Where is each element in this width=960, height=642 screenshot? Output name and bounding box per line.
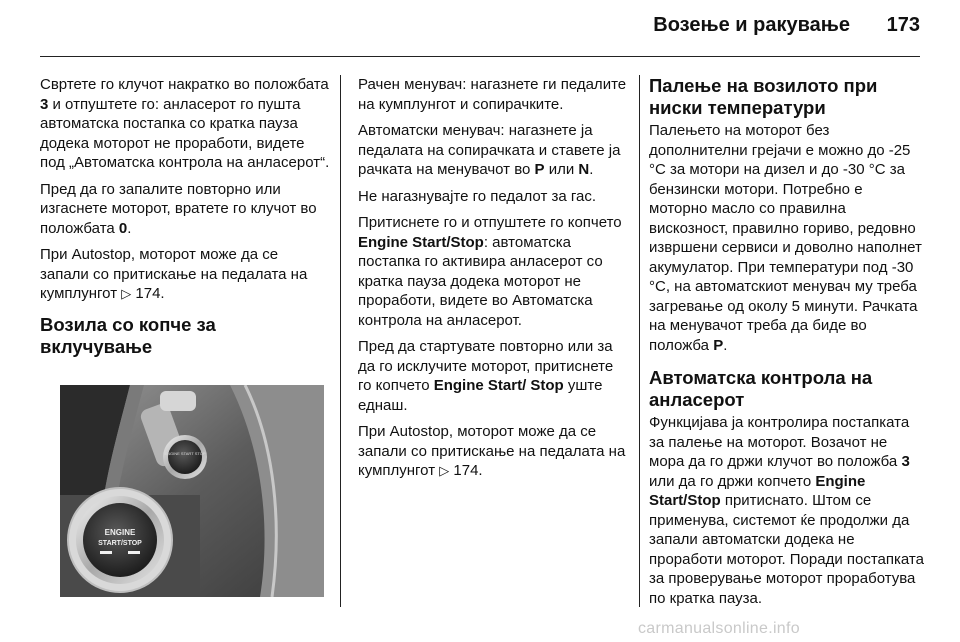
reference-arrow-icon: ▷	[121, 286, 132, 301]
button-name: Engine Start/Stop	[358, 233, 484, 251]
column-2	[358, 75, 630, 488]
paragraph: Рачен менувач: нагазнете ги педалите на кумплунгот и сопирачките.	[358, 76, 627, 113]
button-label-line2: START/STOP	[98, 540, 142, 547]
page-reference[interactable]: 174.	[453, 462, 483, 479]
paragraph: Палењето на моторот без дополнителни грејачи е можно до -25 °C за мотори на дизел и до -30 °C за бензински мотори. Потребно е моторно масло со правилна вискозност, правилно гориво, редовно извршени сервиси и доволно наполнет акумулатор. При температури под -30 °C, на автоматскиот менувач му треба загревање од околу 5 минути. Рачката на менувачот треба да биде во положба P.	[649, 122, 922, 354]
key-position: 0	[118, 219, 128, 237]
small-button-label: ENGINE START STOP	[164, 451, 206, 456]
paragraph: Свртете го клучот накратко во положбата 3 и отпуштете го: анласерот го пушта автоматска постапка со кратка пауза додека моторот не проработи, видете под „Автоматска контрола на анласерот“.	[40, 76, 330, 171]
column-divider-2	[639, 75, 640, 607]
gear-position: N	[578, 161, 590, 178]
indicator-dash	[100, 551, 112, 554]
paragraph: Притиснете го и отпуштете го копчето Engine Start/Stop: автоматска постапка го активира анласерот со кратка пауза додека моторот не проработи, видете во Автоматска контрола на анласерот.	[358, 214, 622, 329]
section-heading: Палење на возилото при ниски температури	[649, 75, 878, 118]
paragraph: Функцијава ја контролира постапката за палење на моторот. Возачот не мора да го држи клучот во положба 3 или да го држи копчето Engine Start/Stop притиснато. Штом се применува, системот ќе продолжи да запали автоматски додека не проработи моторот. Поради постапката за проверување моторот проработува по кратка пауза.	[649, 414, 924, 607]
section-heading: Возила со копче за вклучување	[40, 313, 216, 357]
running-title: Возење и ракување	[653, 14, 850, 36]
start-stop-button-photo	[60, 385, 324, 597]
paragraph: Не нагазнувајте го педалот за гас.	[358, 187, 597, 205]
paragraph: Пред да го запалите повторно или изгаснете моторот, вратете го клучот во положбата 0.	[40, 180, 317, 237]
gear-position: P	[534, 161, 545, 178]
paragraph: Пред да стартувате повторно или за да го исклучите моторот, притиснете го копчето Engine Start/ Stop уште еднаш.	[358, 338, 614, 414]
button-name: Engine Start/ Stop	[433, 377, 564, 394]
gear-position: P	[713, 336, 724, 354]
column-3	[649, 75, 924, 615]
section-heading: Автоматска контрола на анласерот	[649, 367, 873, 410]
paragraph: При Autostop, моторот може да се запали со притискање на педалата на кумплунгот ▷ 174.	[40, 246, 308, 302]
paragraph: При Autostop, моторот може да се запали со притискање на педалата на кумплунгот ▷ 174.	[358, 423, 626, 479]
column-1	[40, 75, 330, 360]
key-position: 3	[901, 453, 910, 470]
watermark: carmanualsonline.info	[638, 620, 800, 637]
reference-arrow-icon: ▷	[439, 463, 450, 478]
paragraph: Автоматски менувач: нагазнете ја педалата на сопирачката и ставете ја рачката на менувачот во P или N.	[358, 122, 621, 178]
button-name: Engine Start/Stop	[649, 472, 866, 509]
button-label-line1: ENGINE	[104, 528, 136, 537]
key-position: 3	[40, 95, 49, 113]
indicator-dash	[128, 551, 140, 554]
column-divider-1	[340, 75, 341, 607]
header-divider	[40, 56, 920, 57]
page-reference[interactable]: 174.	[135, 285, 165, 302]
page-number: 173	[886, 14, 920, 36]
page-header	[0, 0, 960, 60]
